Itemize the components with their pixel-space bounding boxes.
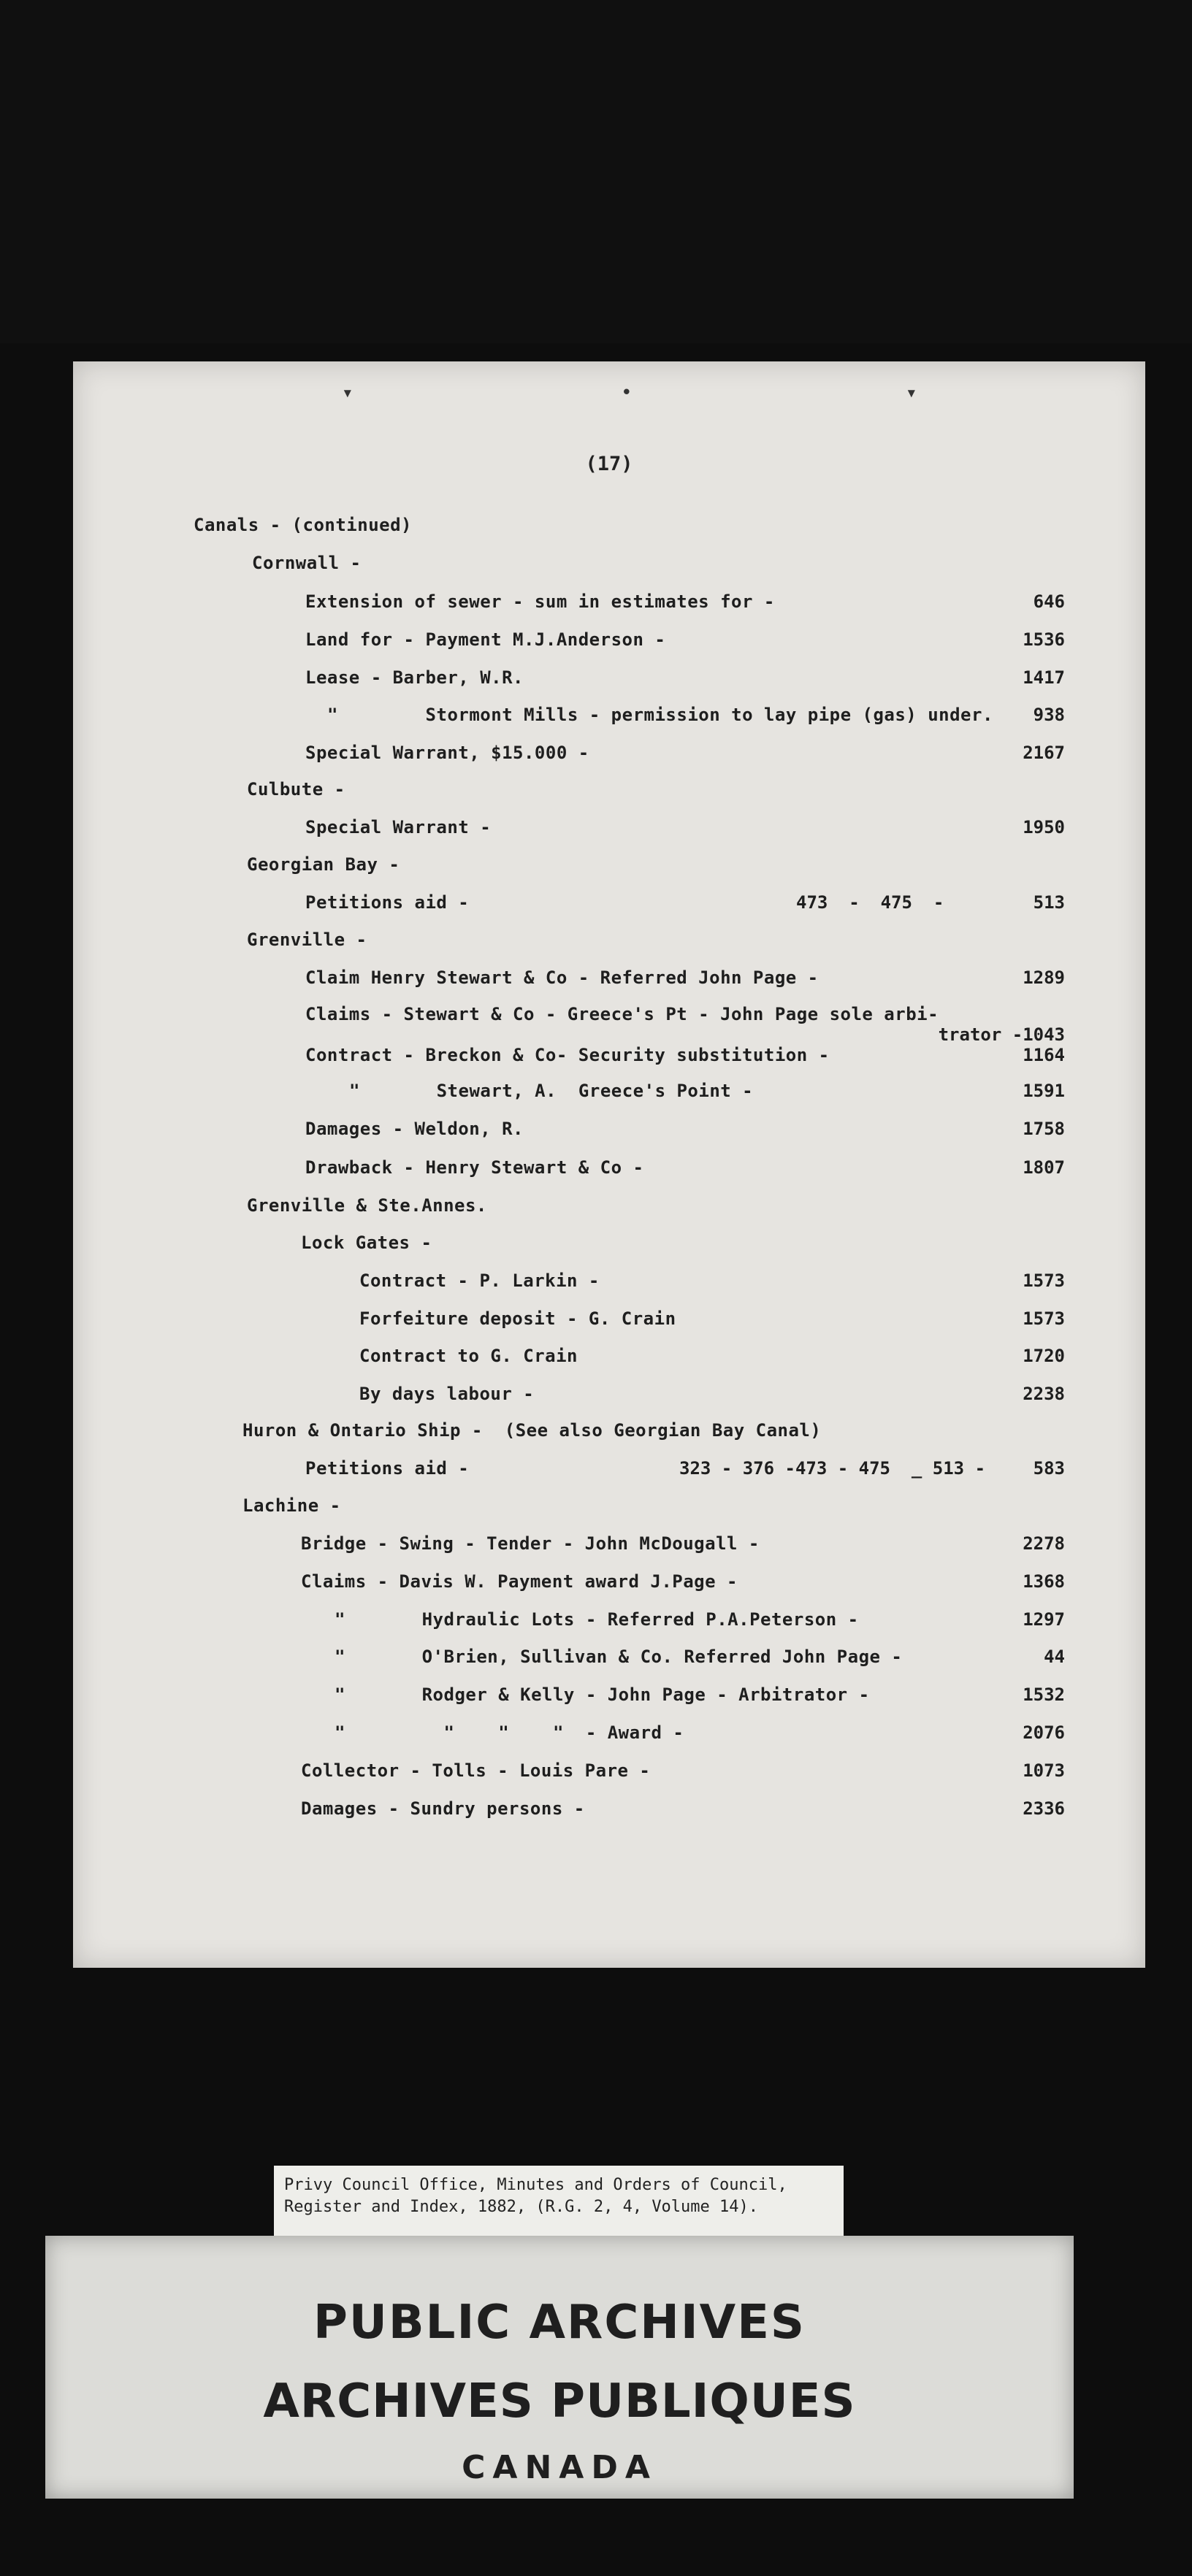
entry-text: Cornwall - [252,553,362,573]
entry-text: Grenville - [247,929,367,950]
entry-ref: 1368 [1023,1571,1065,1592]
entry-text: Lachine - [242,1495,341,1516]
source-label-line2: Register and Index, 1882, (R.G. 2, 4, Volume 14). [284,2198,759,2216]
entry-ref: 2076 [1023,1722,1065,1743]
entry-text: Forfeiture deposit - G. Crain [359,1308,676,1329]
entry-text: Special Warrant - [305,817,492,837]
entry-text: Claims - Davis W. Payment award J.Page - [301,1571,738,1592]
entry-ref: 44 [1044,1647,1065,1667]
stamp-line-country: CANADA [462,2449,657,2486]
entry-ref: 1073 [1023,1760,1065,1781]
entry-text: By days labour - [359,1384,535,1404]
punch-mark: ▾ [906,382,917,404]
entry-ref: 1532 [1023,1684,1065,1705]
entry-ref: 938 [1033,705,1065,725]
entry-text: trator -1043 [938,1024,1065,1045]
entry-text: Grenville & Ste.Annes. [247,1195,487,1216]
entry-ref: 1591 [1023,1081,1065,1101]
entry-ref: 1573 [1023,1270,1065,1291]
entry-text: Huron & Ontario Ship - (See also Georgian Bay Canal) [242,1420,822,1441]
entry-ref: 2278 [1023,1533,1065,1554]
entry-ref: 1807 [1023,1157,1065,1178]
entry-text: " Stewart, A. Greece's Point - [349,1081,754,1101]
entry-text: Petitions aid - [305,892,470,913]
entry-ref: 1950 [1023,817,1065,837]
page-number: (17) [585,453,633,475]
entry-ref: 1536 [1023,629,1065,650]
entry-text: Collector - Tolls - Louis Pare - [301,1760,651,1781]
entry-sequence: 323 - 376 -473 - 475 _ 513 - [679,1458,986,1479]
entry-text: " Stormont Mills - permission to lay pipe (gas) under. [327,705,993,725]
entry-ref: 1164 [1023,1045,1065,1065]
entry-ref: 1573 [1023,1308,1065,1329]
entry-text: Petitions aid - [305,1458,470,1479]
entry-ref: 1758 [1023,1119,1065,1139]
entry-text: Bridge - Swing - Tender - John McDougall - [301,1533,760,1554]
punch-mark: • [621,382,633,404]
entry-text: Lock Gates - [301,1233,432,1253]
punch-mark: ▾ [342,382,354,404]
entry-text: Damages - Sundry persons - [301,1798,585,1819]
entry-text: Claim Henry Stewart & Co - Referred John Page - [305,967,819,988]
entry-ref: 2336 [1023,1798,1065,1819]
entry-ref: 1297 [1023,1609,1065,1630]
entry-text: Claims - Stewart & Co - Greece's Pt - John Page sole arbi- [305,1004,939,1024]
film-frame [0,0,1192,343]
entry-ref: 2238 [1023,1384,1065,1404]
section-heading: Canals - (continued) [194,515,412,535]
entry-text: Culbute - [247,779,345,800]
entry-text: " Rodger & Kelly - John Page - Arbitrator - [335,1684,870,1705]
entry-text: Extension of sewer - sum in estimates for - [305,591,775,612]
source-label-line1: Privy Council Office, Minutes and Orders of Council, [284,2176,787,2194]
entry-ref: 1289 [1023,967,1065,988]
entry-text: Drawback - Henry Stewart & Co - [305,1157,644,1178]
entry-text: Contract - P. Larkin - [359,1270,600,1291]
stamp-line-english: PUBLIC ARCHIVES [313,2296,806,2350]
source-label [274,2166,844,2239]
entry-ref: 513 [1033,892,1065,913]
entry-text: Special Warrant, $15.000 - [305,743,589,763]
entry-text: Georgian Bay - [247,854,400,875]
entry-ref: 646 [1033,591,1065,612]
entry-text: " " " " - Award - [335,1722,684,1743]
archives-stamp [45,2236,1074,2499]
entry-text: Contract to G. Crain [359,1346,578,1366]
entry-ref: 1417 [1023,667,1065,688]
entry-sequence: 473 - 475 - [796,892,944,913]
entry-text: Lease - Barber, W.R. [305,667,524,688]
entry-ref: 1720 [1023,1346,1065,1366]
entry-text: " O'Brien, Sullivan & Co. Referred John Page - [335,1647,903,1667]
entry-text: " Hydraulic Lots - Referred P.A.Peterson - [335,1609,859,1630]
index-page [73,361,1145,1968]
entry-ref: 2167 [1023,743,1065,763]
entry-text: Land for - Payment M.J.Anderson - [305,629,666,650]
entry-text: Contract - Breckon & Co- Security substitution - [305,1045,830,1065]
entry-text: Damages - Weldon, R. [305,1119,524,1139]
entry-ref: 583 [1033,1458,1065,1479]
stamp-line-french: ARCHIVES PUBLIQUES [263,2374,856,2429]
